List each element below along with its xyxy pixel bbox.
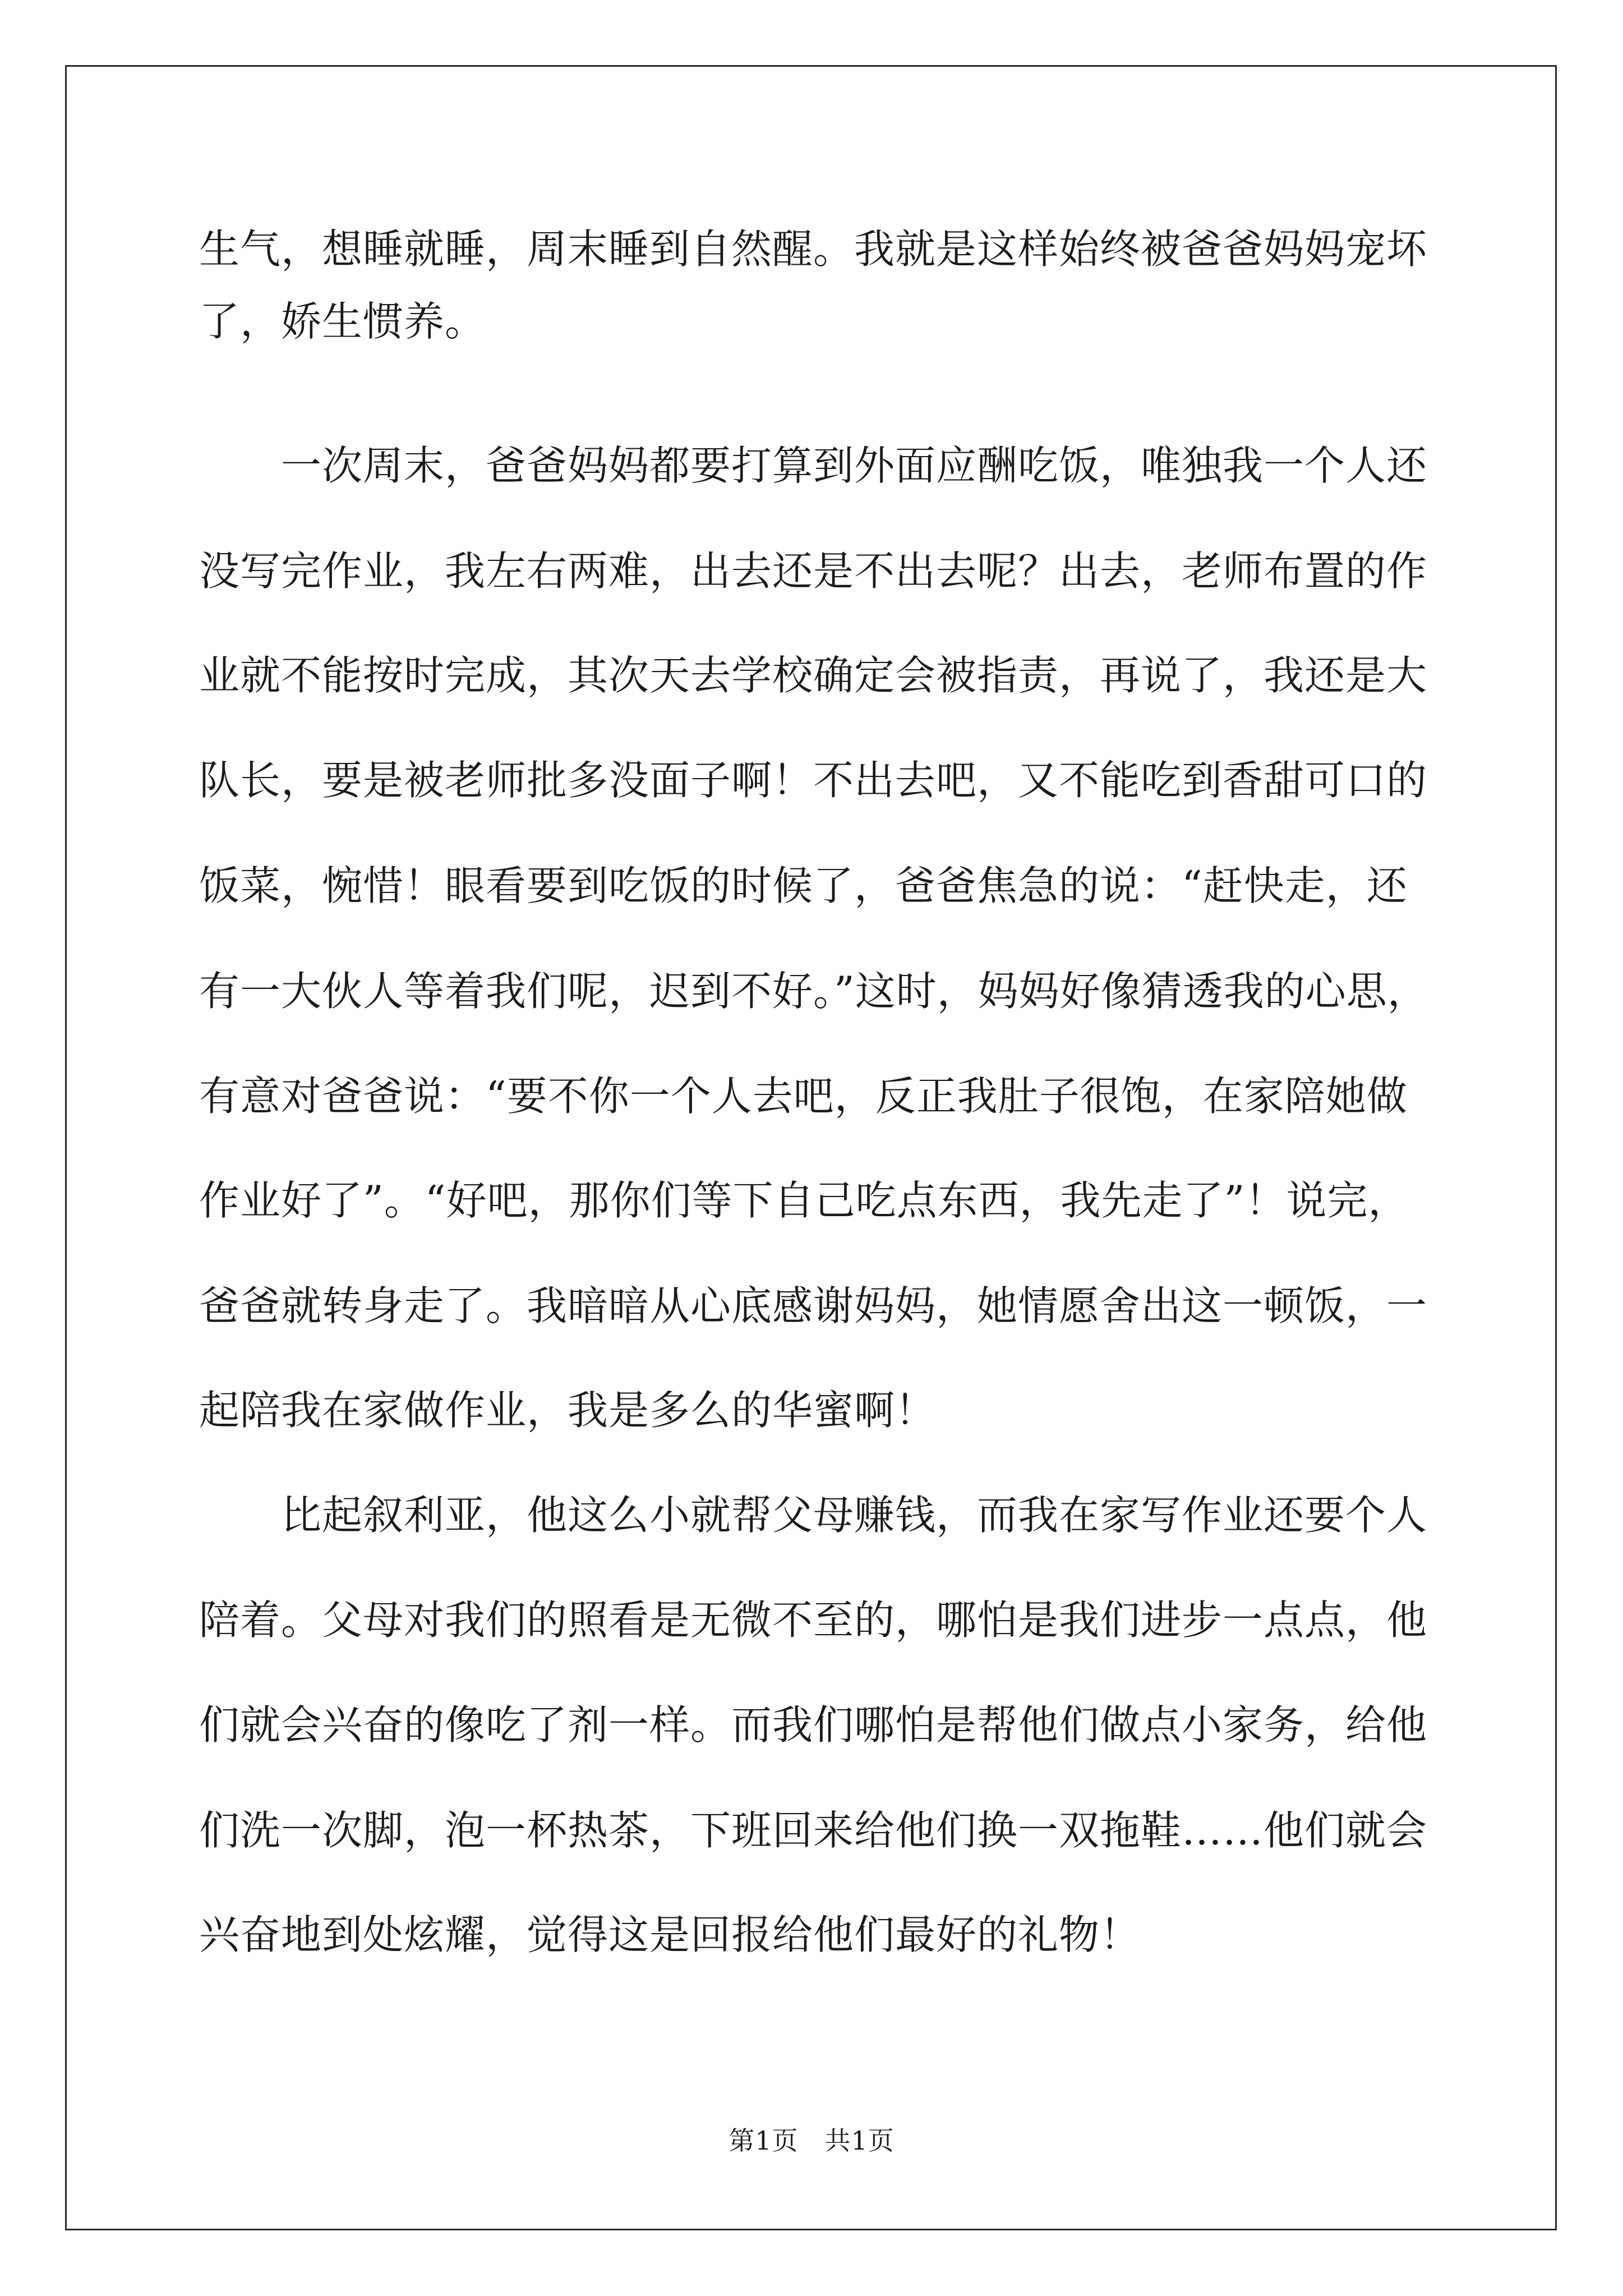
page-footer: 第1页 共1页 [728,2125,895,2156]
text-line: 陪着。父母对我们的照看是无微不至的，哪怕是我们进步一点点，他 [199,1596,1428,1644]
text-line: 饭菜，惋惜！眼看要到吃饭的时候了，爸爸焦急的说：“赶快走，还 [199,862,1408,909]
text-line: 生气，想睡就睡，周末睡到自然醒。我就是这样始终被爸爸妈妈宠坏 [199,226,1428,273]
text-line: 队长，要是被老师批多没面子啊！不出去吧，又不能吃到香甜可口的 [199,757,1428,804]
text-line: 业就不能按时完成，其次天去学校确定会被指责，再说了，我还是大 [199,652,1428,699]
text-line: 了，娇生惯养。 [199,298,486,345]
text-line: 起陪我在家做作业，我是多么的华蜜啊！ [199,1387,937,1434]
text-line: 有意对爸爸说：“要不你一个人去吧，反正我肚子很饱，在家陪她做 [199,1073,1408,1120]
text-line: 没写完作业，我左右两难，出去还是不出去呢？出去，老师布置的作 [199,547,1428,595]
text-line: 们洗一次脚，泡一杯热茶，下班回来给他们换一双拖鞋……他们就会 [199,1807,1428,1854]
text-line: 们就会兴奋的像吃了剂一样。而我们哪怕是帮他们做点小家务，给他 [199,1701,1428,1749]
text-line: 作业好了”。“好吧，那你们等下自己吃点东西，我先走了”！说完， [199,1177,1409,1224]
text-line: 有一大伙人等着我们呢，迟到不好。”这时，妈妈好像猜透我的心思， [199,968,1428,1015]
text-line: 爸爸就转身走了。我暗暗从心底感谢妈妈，她情愿舍出这一顿饭，一 [199,1282,1428,1329]
page-border [65,65,1557,2230]
text-line: 一次周末，爸爸妈妈都要打算到外面应酬吃饭，唯独我一个人还 [199,442,1428,489]
text-line: 兴奋地到处炫耀，觉得这是回报给他们最好的礼物！ [199,1911,1141,1958]
text-line: 比起叙利亚，他这么小就帮父母赚钱，而我在家写作业还要个人 [199,1492,1428,1539]
